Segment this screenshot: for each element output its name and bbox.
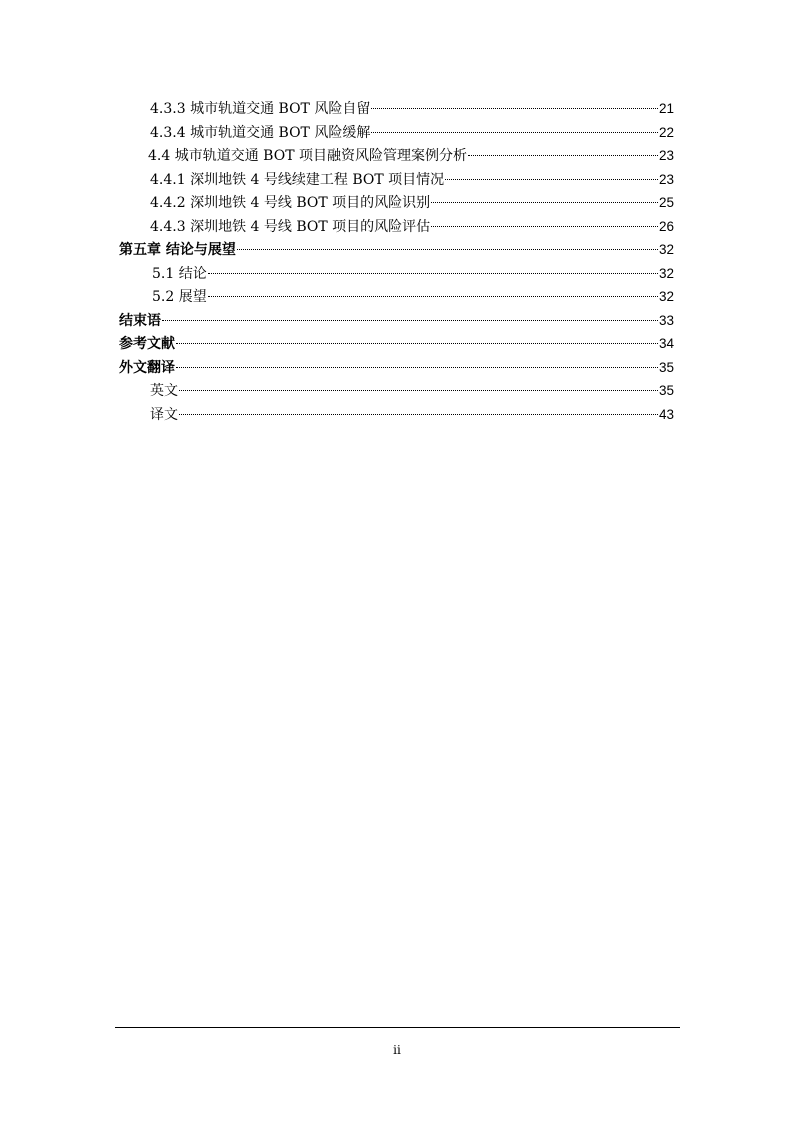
toc-entry[interactable]: [119, 121, 674, 145]
toc-dot-leader: [431, 202, 658, 203]
toc-entry-title: 结束语: [119, 312, 161, 329]
toc-dot-leader: [468, 155, 658, 156]
toc-dot-leader: [431, 226, 658, 227]
toc-entry-page: 23: [658, 171, 674, 187]
toc-entry-title: 外文翻译: [119, 359, 175, 376]
toc-entry-title: 4.3.3 城市轨道交通 BOT 风险自留: [150, 101, 371, 117]
toc-entry-title: 第五章 结论与展望: [119, 242, 236, 258]
toc-entry-title: 译文: [150, 406, 178, 423]
toc-entry-page: 26: [658, 218, 674, 234]
toc-entry-title: 5.1 结论: [152, 265, 207, 282]
toc-dot-leader: [162, 320, 658, 321]
toc-entry-title: 4.4.2 深圳地铁 4 号线 BOT 项目的风险识别: [150, 195, 431, 211]
toc-entry-page: 21: [658, 101, 674, 116]
footer-divider: [115, 1027, 680, 1028]
toc-entry-page: 32: [658, 242, 674, 257]
toc-dot-leader: [237, 249, 658, 250]
toc-entry-title: 英文: [150, 383, 178, 399]
toc-dot-leader: [208, 273, 658, 274]
toc-dot-leader: [208, 296, 658, 297]
toc-entry-title: 5.2 展望: [152, 289, 207, 305]
toc-dot-leader: [371, 132, 658, 133]
toc-entry[interactable]: [119, 403, 674, 427]
toc-dot-leader: [176, 367, 658, 368]
toc-entry-title: 4.4.1 深圳地铁 4 号线续建工程 BOT 项目情况: [150, 171, 445, 188]
toc-chapter-entry[interactable]: [119, 238, 674, 262]
toc-entry-page: 34: [658, 336, 674, 351]
toc-entry[interactable]: [119, 97, 674, 121]
toc-entry-title: 4.4 城市轨道交通 BOT 项目融资风险管理案例分析: [148, 148, 467, 164]
toc-entry[interactable]: [119, 168, 674, 192]
toc-entry-page: 32: [658, 265, 674, 281]
toc-dot-leader: [176, 343, 658, 344]
toc-dot-leader: [445, 179, 658, 180]
toc-entry-page: 25: [658, 195, 674, 210]
page-number: ii: [393, 1043, 401, 1057]
toc-entry[interactable]: [119, 144, 674, 168]
toc-entry[interactable]: [119, 379, 674, 403]
toc-entry-page: 35: [658, 383, 674, 398]
toc-entry[interactable]: [119, 215, 674, 239]
toc-entry-title: 参考文献: [119, 336, 175, 352]
toc-entry-title: 4.3.4 城市轨道交通 BOT 风险缓解: [150, 124, 371, 141]
toc-entry-page: 43: [658, 406, 674, 422]
toc-entry-page: 32: [658, 289, 674, 304]
toc-entry-page: 22: [658, 124, 674, 140]
toc-entry-page: 23: [658, 148, 674, 163]
toc-chapter-entry[interactable]: [119, 356, 674, 380]
toc-chapter-entry[interactable]: [119, 332, 674, 356]
toc-entry[interactable]: [119, 285, 674, 309]
toc-entry-title: 4.4.3 深圳地铁 4 号线 BOT 项目的风险评估: [150, 218, 431, 235]
toc-dot-leader: [179, 390, 658, 391]
table-of-contents: [119, 97, 674, 426]
toc-entry-page: 33: [658, 312, 674, 328]
toc-dot-leader: [179, 414, 658, 415]
toc-entry[interactable]: [119, 191, 674, 215]
toc-dot-leader: [371, 108, 658, 109]
toc-chapter-entry[interactable]: [119, 309, 674, 333]
toc-entry[interactable]: [119, 262, 674, 286]
toc-entry-page: 35: [658, 359, 674, 375]
